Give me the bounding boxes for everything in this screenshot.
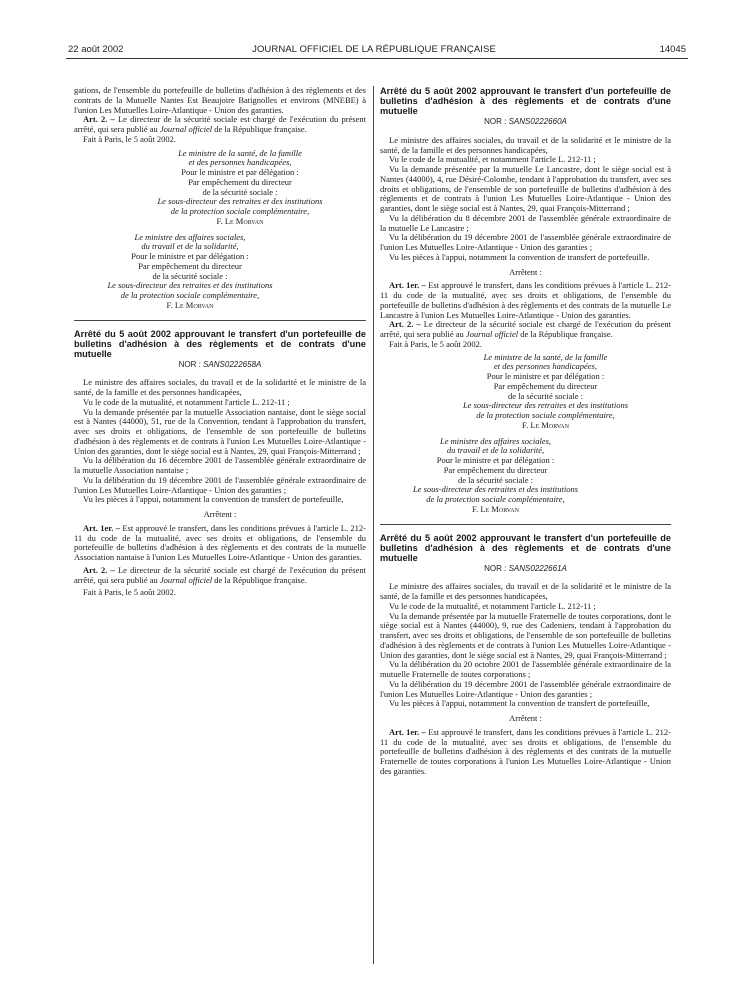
sig-line: Le sous-directeur des retraites et des institutions: [107, 280, 273, 291]
journal-ref: Journal officiel: [159, 574, 213, 585]
article-2-paragraph: [74, 566, 366, 586]
sig-line: Le ministre des affaires sociales,: [134, 231, 246, 242]
visa-paragraph: Vu la demande présentée par la mutuelle Fraternelle de toutes corporations, dont le siège social est à Nantes (44000), 9, rue des Cadeniers, tendant à l'approbation du transfert, avec ses droits et obligations, de l'ensemble de son portefeuille de bulletins d'adhésion à des règlements et de contrats à l'union Les Mutuelles Loire-Atlantique - Union des garanties, dont le siège social est à Nantes, 29, quai François-Mitterrand ;: [380, 610, 672, 660]
sig-line: Pour le ministre et par délégation :: [486, 371, 605, 381]
visa-paragraph: Vu les pièces à l'appui, notamment la convention de transfert de portefeuille.: [389, 251, 650, 262]
nor-code: SANS0222660A: [508, 117, 567, 126]
article-label: Art. 2. –: [83, 564, 115, 575]
article-text-end: de la République française.: [518, 329, 613, 339]
header-rule: [66, 58, 688, 59]
article-text: Le directeur de la sécurité sociale est chargé de l'exécution du présent arrêté, qui sera publié au: [380, 319, 671, 339]
sig-line: Le sous-directeur des retraites et des institutions: [462, 400, 629, 411]
left-column: [74, 86, 366, 598]
arretent-heading: Arrêtent :: [509, 713, 542, 723]
continued-article-text: gations, de l'ensemble du portefeuille de bulletins d'adhésion à des règlements et des contrats de la Mutuelle Nantes Est Beaujoire Batignolles et environs (MNEBE) à l'union Les Mutuelles Loire-Atlantique - Union des garanties.: [74, 85, 366, 115]
sig-line: Le sous-directeur des retraites et des institutions: [412, 484, 579, 495]
signature-block: [420, 353, 671, 431]
visa-paragraph: Le ministre des affaires sociales, du travail et de la solidarité et le ministre de la santé, de la famille et des personnes handicapées,: [74, 377, 366, 397]
sig-line: Par empêchement du directeur: [493, 380, 598, 391]
nor-reference: [380, 117, 671, 127]
article-label: Art. 1er. –: [389, 726, 426, 737]
visa-paragraph: Vu le code de la mutualité, et notamment l'article L. 212-11 ;: [389, 600, 596, 611]
sig-line: Le sous-directeur des retraites et des institutions: [157, 196, 323, 207]
signatory-name: F. Le Morvan: [216, 215, 264, 226]
sig-line: et des personnes handicapées,: [188, 157, 292, 168]
column-divider: [373, 86, 374, 964]
article-label: Art. 2. –: [83, 114, 115, 125]
nor-label: NOR :: [484, 117, 509, 126]
fait-a-paris: Fait à Paris, le 5 août 2002.: [83, 133, 177, 144]
visa-paragraph: Le ministre des affaires sociales, du travail et de la solidarité et le ministre de la santé, de la famille et des personnes handicapées,: [380, 581, 671, 601]
visa-paragraph: Le ministre des affaires sociales, du travail et de la solidarité et le ministre de la santé, de la famille et des personnes handicapées,: [380, 134, 671, 155]
sig-line: de la sécurité sociale :: [507, 390, 584, 401]
article-text: Est approuvé le transfert, dans les conditions prévues à l'article L. 212-11 du code de la mutualité, avec ses droits et obligations, de l'ensemble du portefeuille de bulletins d'adhésion à des règlements et des contrats de la mutuelle Fraternelle de toutes corporations à l'union Les Mutuelles Loire-Atlantique - Union des garanties.: [380, 726, 672, 776]
sig-line: Pour le ministre et par délégation :: [436, 455, 555, 465]
header-title: JOURNAL OFFICIEL DE LA RÉPUBLIQUE FRANÇAISE: [252, 44, 496, 55]
right-column: [380, 86, 671, 777]
arretent-heading: Arrêtent :: [509, 266, 542, 277]
nor-code: SANS0222661A: [508, 563, 567, 573]
sig-line: de la sécurité sociale :: [202, 186, 278, 197]
signature-block: [74, 233, 306, 311]
decree-title: Arrêté du 5 août 2002 approuvant le transfert d'un portefeuille de bulletins d'adhésion à des règlements et de contrats d'une mutuelle: [74, 328, 366, 359]
journal-ref: Journal officiel: [465, 329, 519, 339]
visa-paragraph: Vu la délibération du 19 décembre 2001 de l'assemblée générale extraordinaire de l'union Les Mutuelles Loire-Atlantique - Union des garanties ;: [380, 232, 671, 252]
section-separator: [74, 320, 366, 321]
article-1-paragraph: [380, 281, 671, 320]
article-text: Le directeur de la sécurité sociale est chargé de l'exécution du présent arrêté, qui sera publié au: [74, 564, 366, 585]
sig-line: et des personnes handicapées,: [494, 361, 597, 372]
article-1-paragraph: [74, 524, 366, 563]
visa-paragraph: Vu la demande présentée par la mutuelle Le Lancastre, dont le siège social est à Nantes (44000), 4, rue Désiré-Colombe, tendant à l'approbation du transfert, avec ses droits et obligations, de l'ensemble de son portefeuille de bulletins d'adhésion à des règlements et de contrats à l'union Les Mutuelles Loire-Atlantique - Union des garanties, dont le siège social est à Nantes, 29, quai François-Mitterrand ;: [380, 164, 671, 213]
signature-block: [380, 437, 611, 515]
article-text: Est approuvé le transfert, dans les conditions prévues à l'article L. 212-11 du code de la mutualité, avec ses droits et obligations, de l'ensemble du portefeuille de bulletins d'adhésion à des règlements et des contrats de la mutuelle Association nantaise à l'union Les Mutuelles Loire-Atlantique - Union des garanties.: [74, 522, 367, 562]
sig-line: de la protection sociale complémentaire,: [426, 494, 565, 504]
sig-line: de la sécurité sociale :: [152, 270, 228, 281]
nor-label: NOR :: [484, 563, 509, 573]
article-text-end: de la République française.: [212, 124, 307, 134]
visa-paragraph: Vu le code de la mutualité, et notamment l'article L. 212-11 ;: [83, 396, 290, 407]
article-label: Art. 2. –: [389, 319, 421, 330]
sig-line: de la protection sociale complémentaire,: [170, 206, 310, 216]
nor-reference: [74, 360, 366, 370]
nor-code: SANS0222658A: [203, 359, 262, 369]
sig-line: de la sécurité sociale :: [457, 474, 534, 485]
sig-line: Par empêchement du directeur: [188, 176, 292, 187]
signatory-name: F. Le Morvan: [472, 503, 519, 514]
section-separator: [380, 524, 671, 525]
signatory-name: F. Le Morvan: [166, 299, 214, 310]
header-date: 22 août 2002: [68, 44, 124, 55]
sig-line: de la protection sociale complémentaire,: [476, 410, 615, 420]
decree-title: Arrêté du 5 août 2002 approuvant le transfert d'un portefeuille de bulletins d'adhésion à des règlements et de contrats d'une mutuelle: [380, 532, 671, 563]
fait-a-paris: Fait à Paris, le 5 août 2002.: [389, 338, 483, 349]
arretent-heading: Arrêtent :: [203, 509, 237, 519]
article-text: Est approuvé le transfert, dans les conditions prévues à l'article L. 212-11 du code de la mutualité, avec ses droits et obligations, de l'ensemble du portefeuille de bulletins d'adhésion à des règlements et des contrats de la mutuelle Le Lancastre à l'union Les Mutuelles Loire-Atlantique - Union des garanties.: [380, 280, 672, 320]
visa-paragraph: Vu la délibération du 16 décembre 2001 de l'assemblée générale extraordinaire de la mutuelle Association nantaise ;: [74, 455, 366, 475]
article-2-paragraph: [380, 320, 671, 340]
nor-reference: [380, 564, 671, 574]
signature-block: [114, 149, 366, 227]
sig-line: du travail et de la solidarité,: [446, 445, 545, 456]
journal-ref: Journal officiel: [159, 124, 213, 134]
article-label: Art. 1er. –: [389, 280, 426, 291]
nor-label: NOR :: [178, 359, 204, 369]
decree-title: Arrêté du 5 août 2002 approuvant le transfert d'un portefeuille de bulletins d'adhésion à des règlements et de contrats d'une mutuelle: [380, 86, 671, 116]
sig-line: de la protection sociale complémentaire,: [120, 290, 260, 300]
sig-line: Par empêchement du directeur: [443, 464, 548, 475]
sig-line: Le ministre des affaires sociales,: [439, 435, 552, 446]
header-page-number: 14045: [659, 44, 686, 55]
visa-paragraph: Vu la délibération du 19 décembre 2001 de l'assemblée générale extraordinaire de l'union Les Mutuelles Loire-Atlantique - Union des garanties ;: [74, 474, 366, 495]
sig-line: Le ministre de la santé, de la famille: [178, 147, 302, 158]
article-2-paragraph: [74, 115, 366, 135]
fait-a-paris: Fait à Paris, le 5 août 2002.: [83, 587, 177, 598]
visa-paragraph: Vu la demande présentée par la mutuelle Association nantaise, dont le siège social est à Nantes (44000), 51, rue de la Convention, tendant à l'approbation du transfert, avec ses droits et obligations, de l'ensemble de son portefeuille de bulletins d'adhésion à des règlements et de contrats à l'union Les Mutuelles Loire-Atlantique - Union des garanties, dont le siège social est à Nantes, 29, quai François-Mitterrand ;: [74, 406, 366, 456]
signatory-name: F. Le Morvan: [522, 419, 569, 430]
visa-paragraph: Vu les pièces à l'appui, notamment la convention de transfert de portefeuille,: [83, 494, 344, 505]
sig-line: du travail et de la solidarité,: [141, 241, 239, 252]
visa-paragraph: Vu la délibération du 8 décembre 2001 de l'assemblée générale extraordinaire de la mutuelle Le Lancastre ;: [380, 212, 671, 233]
sig-line: Pour le ministre et par délégation :: [181, 167, 299, 177]
article-text-end: de la République française.: [212, 574, 307, 585]
article-text: Le directeur de la sécurité sociale est chargé de l'exécution du présent arrêté, qui sera publié au: [74, 114, 366, 134]
sig-line: Le ministre de la santé, de la famille: [483, 351, 608, 362]
visa-paragraph: Vu la délibération du 19 décembre 2001 de l'assemblée générale extraordinaire de l'union Les Mutuelles Loire-Atlantique - Union des garanties ;: [380, 678, 671, 699]
sig-line: Pour le ministre et par délégation :: [131, 251, 249, 261]
article-1-paragraph: [380, 728, 671, 777]
visa-paragraph: Vu la délibération du 20 octobre 2001 de l'assemblée générale extraordinaire de la mutuelle Fraternelle de toutes corporations ;: [380, 659, 671, 679]
article-label: Art. 1er. –: [83, 522, 120, 533]
visa-paragraph: Vu le code de la mutualité, et notamment l'article L. 212-11 ;: [389, 154, 596, 165]
sig-line: Par empêchement du directeur: [138, 260, 242, 271]
visa-paragraph: Vu les pièces à l'appui, notamment la convention de transfert de portefeuille,: [389, 698, 650, 709]
